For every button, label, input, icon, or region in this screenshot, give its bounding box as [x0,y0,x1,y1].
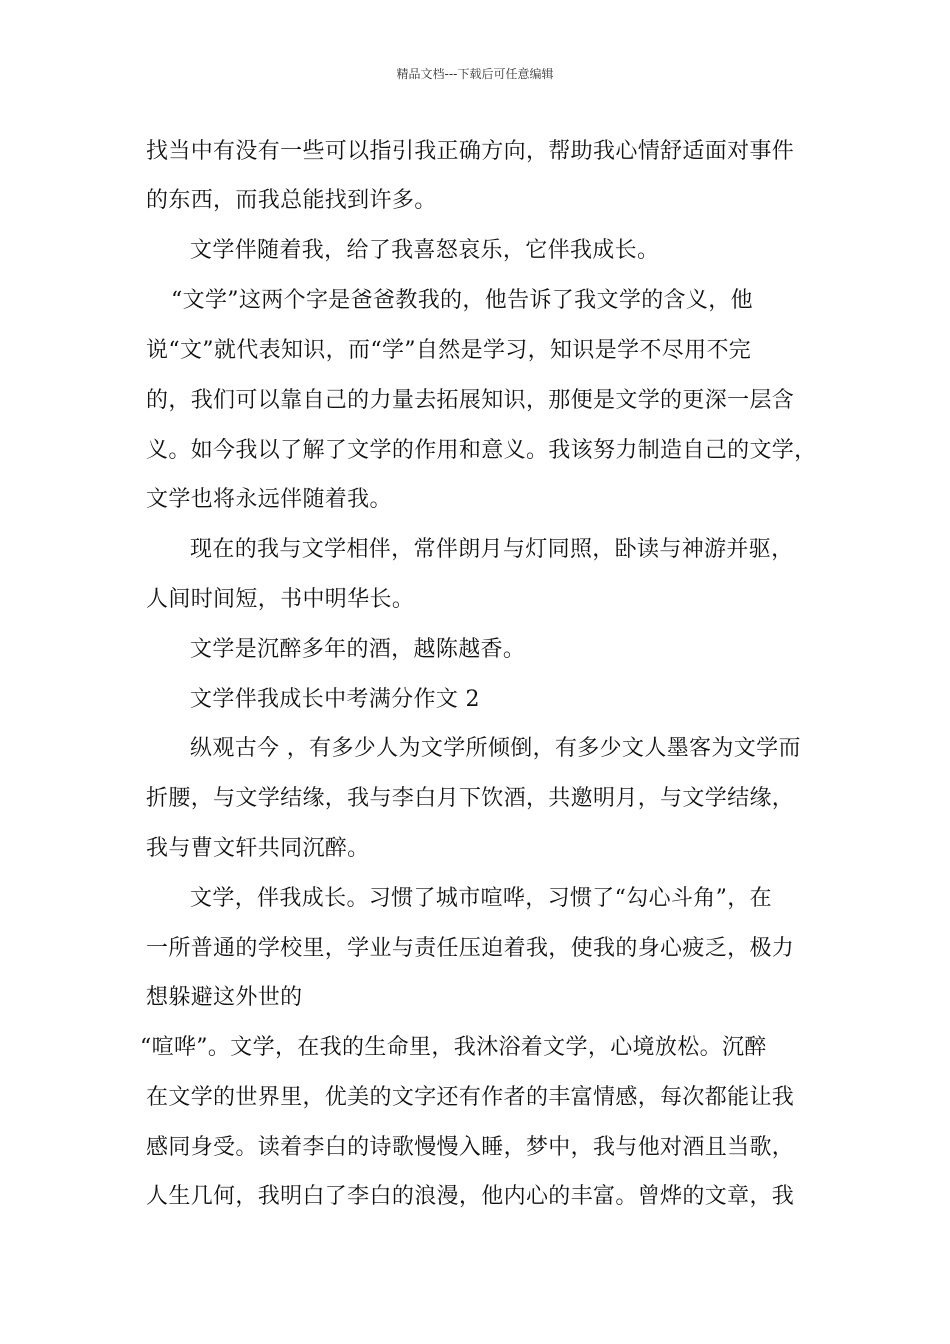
text-line-2: 的东西，而我总能找到许多。 [146,188,437,213]
text-line-11: 文学是沉醉多年的酒，越陈越香。 [190,637,526,662]
text-line-5: 说“文”就代表知识，而“学”自然是学习，知识是学不尽用不完 [146,338,752,363]
text-line-12: 文学伴我成长中考满分作文 2 [190,687,480,712]
text-line-13: 纵观古今 ，有多少人为文学所倾倒，有多少文人墨客为文学而 [190,736,801,761]
text-line-1: 找当中有没有一些可以指引我正确方向，帮助我心情舒适面对事件 [146,139,795,164]
text-line-17: 一所普通的学校里，学业与责任压迫着我，使我的身心疲乏，极力 [146,936,795,961]
page-header: 精品文档---下载后可任意编辑 [396,67,554,81]
text-line-7: 义。如今我以了解了文学的作用和意义。我该努力制造自己的文学， [146,438,817,463]
text-line-16: 文学，伴我成长。习惯了城市喧哗，习惯了“勾心斗角”，在 [190,886,772,911]
text-line-9: 现在的我与文学相伴，常伴朗月与灯同照，卧读与神游并驱， [190,537,794,562]
text-line-22: 人生几何，我明白了李白的浪漫，他内心的丰富。曾烨的文章，我 [146,1184,795,1209]
text-line-21: 感同身受。读着李白的诗歌慢慢入睡，梦中，我与他对酒且当歌， [146,1135,795,1160]
text-line-18: 想躲避这外世的 [146,985,303,1010]
text-line-19: “喧哗”。文学，在我的生命里，我沐浴着文学，心境放松。沉醉 [140,1035,767,1060]
text-line-4: “文学”这两个字是爸爸教我的，他告诉了我文学的含义，他 [171,288,753,313]
text-line-14: 折腰，与文学结缘，我与李白月下饮酒，共邀明月，与文学结缘， [146,786,795,811]
text-line-8: 文学也将永远伴随着我。 [146,487,392,512]
text-line-15: 我与曹文轩共同沉醉。 [146,836,370,861]
text-line-6: 的，我们可以靠自己的力量去拓展知识，那便是文学的更深一层含 [146,388,795,413]
text-line-20: 在文学的世界里，优美的文字还有作者的丰富情感，每次都能让我 [146,1085,795,1110]
text-line-10: 人间时间短，书中明华长。 [146,587,415,612]
text-line-3: 文学伴随着我，给了我喜怒哀乐，它伴我成长。 [190,238,660,263]
